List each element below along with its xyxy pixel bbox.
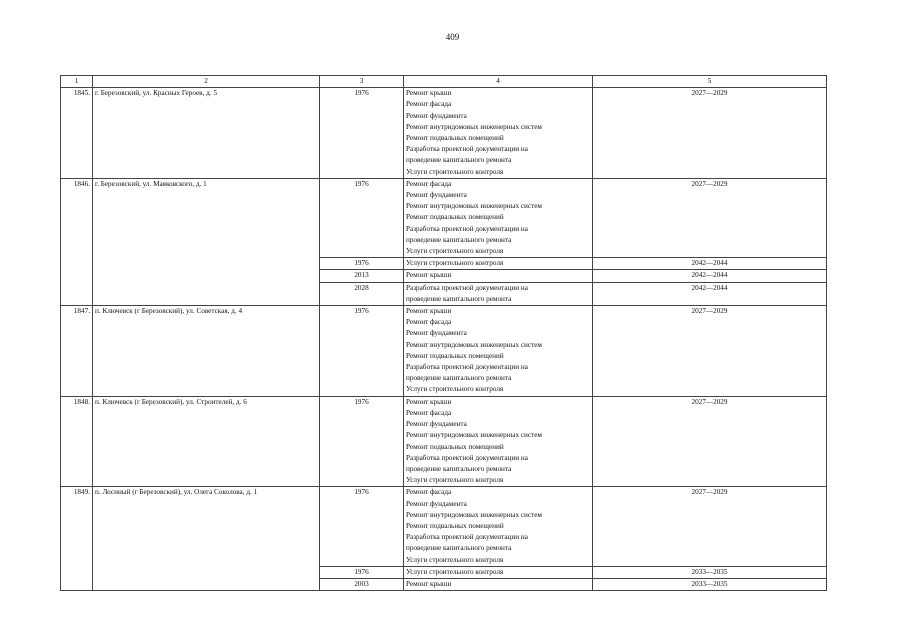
work-item: Разработка проектной документации на [406,224,528,233]
work-item: Ремонт подвальных помещений [406,442,504,451]
work-item: Ремонт крыши [406,397,452,406]
row-number: 1846. [61,178,93,305]
work-item: проведение капитального ремонта [406,374,512,383]
period-cell: 2042—2044 [593,270,827,282]
work-item: Ремонт внутридомовых инженерных систем [406,340,542,349]
work-item: Ремонт внутридомовых инженерных систем [406,510,542,519]
work-item: Ремонт фундамента [406,191,467,200]
header-col-2: 2 [93,76,320,88]
work-item: проведение капитального ремонта [406,544,512,553]
work-item: Ремонт фасада [406,100,452,109]
period-cell: 2042—2044 [593,282,827,305]
year-cell: 1976 [320,88,404,179]
work-item: Разработка проектной документации на [406,283,528,292]
work-item: Ремонт фундамента [406,420,467,429]
work-item: Ремонт крыши [406,271,452,280]
works-cell [404,566,593,578]
work-item: Ремонт крыши [406,307,452,316]
work-item: Ремонт фундамента [406,499,467,508]
work-item: Разработка проектной документации на [406,453,528,462]
work-item: проведение капитального ремонта [406,156,512,165]
period-cell: 2027—2029 [593,306,827,397]
works-cell [404,270,593,282]
work-item: Услуги строительного контроля [406,567,504,576]
capital-repair-table [60,75,827,591]
works-cell [404,282,593,305]
works-cell [404,178,593,257]
period-cell: 2027—2029 [593,396,827,487]
header-col-3: 3 [320,76,404,88]
building-address: п. Ключевск (г Березовский), ул. Советская, д. 4 [93,306,320,397]
work-item: Ремонт подвальных помещений [406,521,504,530]
work-item: Ремонт крыши [406,89,452,98]
page-number: 409 [445,32,460,42]
table-row [61,396,827,487]
work-item: Разработка проектной документации на [406,145,528,154]
work-item: Услуги строительного контроля [406,476,504,485]
building-address: п. Ключевск (г Березовский), ул. Строителей, д. 6 [93,396,320,487]
table-row [61,487,827,566]
work-item: Ремонт крыши [406,579,452,588]
year-cell: 2003 [320,578,404,590]
works-cell [404,306,593,397]
year-cell: 2028 [320,282,404,305]
year-cell: 1976 [320,258,404,270]
work-item: Разработка проектной документации на [406,533,528,542]
year-cell: 1976 [320,306,404,397]
work-item: Ремонт внутридомовых инженерных систем [406,431,542,440]
works-cell [404,258,593,270]
period-cell: 2033—2035 [593,566,827,578]
row-number: 1845. [61,88,93,179]
work-item: Ремонт подвальных помещений [406,134,504,143]
header-col-5: 5 [593,76,827,88]
header-row [61,76,827,88]
work-item: Ремонт внутридомовых инженерных систем [406,122,542,131]
work-item: Услуги строительного контроля [406,247,504,256]
work-item: Ремонт фасада [406,488,452,497]
work-item: Ремонт фасада [406,318,452,327]
table-row [61,306,827,397]
year-cell: 2013 [320,270,404,282]
work-item: Услуги строительного контроля [406,167,504,176]
period-cell: 2042—2044 [593,258,827,270]
work-item: Услуги строительного контроля [406,259,504,268]
year-cell: 1976 [320,487,404,566]
work-item: Услуги строительного контроля [406,385,504,394]
work-item: Ремонт фундамента [406,329,467,338]
work-item: проведение капитального ремонта [406,464,512,473]
period-cell: 2027—2029 [593,88,827,179]
row-number: 1848. [61,396,93,487]
table-row [61,178,827,257]
work-item: Ремонт фундамента [406,111,467,120]
work-item: Ремонт внутридомовых инженерных систем [406,202,542,211]
header-col-4: 4 [404,76,593,88]
works-cell [404,487,593,566]
building-address: г. Березовский, ул. Красных Героев, д. 5 [93,88,320,179]
works-cell [404,396,593,487]
work-item: Услуги строительного контроля [406,555,504,564]
work-item: Разработка проектной документации на [406,363,528,372]
header-col-1: 1 [61,76,93,88]
year-cell: 1976 [320,396,404,487]
works-cell [404,578,593,590]
works-cell [404,88,593,179]
year-cell: 1976 [320,566,404,578]
work-item: Ремонт подвальных помещений [406,213,504,222]
row-number: 1847. [61,306,93,397]
period-cell: 2033—2035 [593,578,827,590]
work-item: Ремонт фасада [406,179,452,188]
period-cell: 2027—2029 [593,487,827,566]
building-address: п. Лосиный (г Березовский), ул. Олега Соколова, д. 1 [93,487,320,591]
period-cell: 2027—2029 [593,178,827,257]
work-item: Ремонт подвальных помещений [406,351,504,360]
work-item: проведение капитального ремонта [406,235,512,244]
building-address: г. Березовский, ул. Маяковского, д. 1 [93,178,320,305]
work-item: проведение капитального ремонта [406,294,512,303]
year-cell: 1976 [320,178,404,257]
work-item: Ремонт фасада [406,408,452,417]
row-number: 1849. [61,487,93,591]
table-row [61,88,827,179]
